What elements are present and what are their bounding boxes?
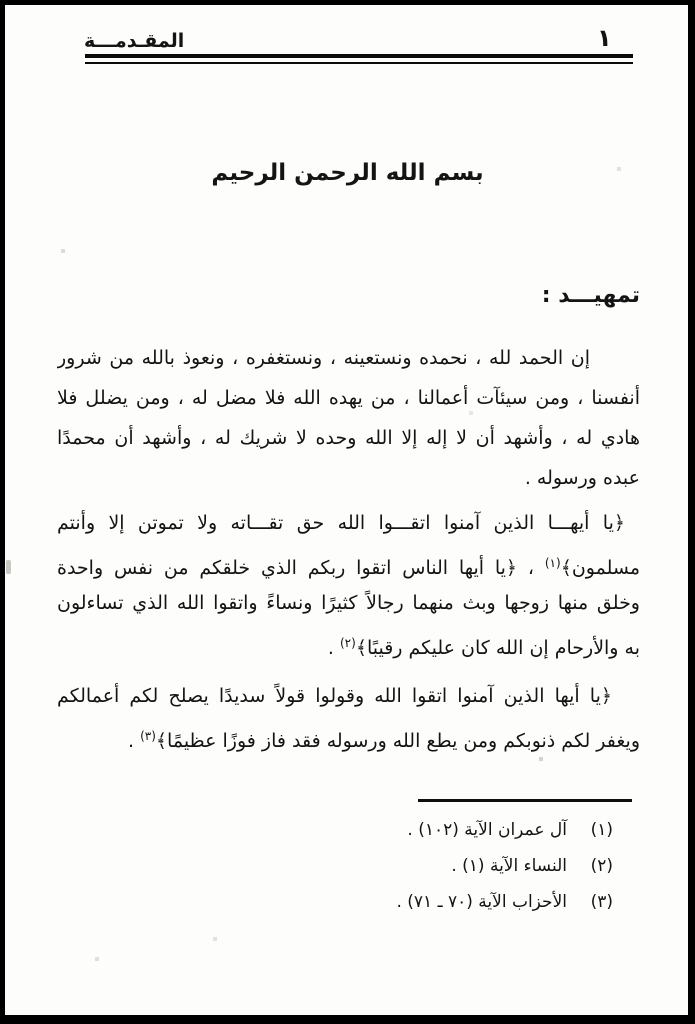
paragraph-line: عبده ورسوله . — [524, 467, 640, 489]
paragraph-quran-verses-2 — [57, 676, 640, 756]
footnote-text: آل عمران الآية (١٠٢) . — [407, 820, 567, 840]
paragraph-quran-verses-1 — [57, 503, 640, 663]
section-heading-tamhid: تمهيـــد : — [541, 283, 640, 308]
footnote-separator-rule — [418, 799, 632, 802]
scan-border-bottom — [0, 1015, 695, 1024]
scan-noise-speckles — [0, 0, 2, 2]
footnote-item — [73, 817, 613, 844]
footnotes-block — [73, 817, 613, 925]
verse-line: ﴿يا أيها الذين آمنوا اتقوا الله وقولوا قولاً سديدًا يصلح لكم أعمالكم — [57, 685, 612, 707]
verse-line — [57, 543, 640, 583]
footnote-item — [73, 853, 613, 880]
verse-line — [57, 716, 640, 756]
verse-line — [57, 623, 640, 663]
footnote-ref-2: (٢) — [339, 636, 356, 650]
verse-line: وخلق منها زوجها وبث منهما رجالاً كثيرًا ونساءً واتقوا الله الذي تساءلون — [57, 592, 640, 614]
footnote-item — [73, 889, 613, 916]
verse-text: ، ﴿يا أيها الناس اتقوا ربكم الذي خلقكم من نفس واحدة — [57, 557, 545, 579]
footnote-number: (٢) — [590, 856, 613, 876]
paragraph-line: أنفسنا ، ومن سيئآت أعمالنا ، من يهده الله فلا مضل له ، ومن يضلل فلا — [57, 387, 640, 409]
verse-line: ﴿يا أيهـــا الذين آمنوا اتقـــوا الله حق تقـــاته ولا تموتن إلا وأنتم — [57, 512, 625, 534]
scan-border-top — [0, 0, 695, 5]
footnote-text: النساء الآية (١) . — [451, 856, 567, 876]
running-header-section-title: المقـدمـــة — [84, 30, 185, 52]
scan-border-right — [688, 0, 695, 1024]
verse-text: مسلمون﴾ — [560, 557, 640, 579]
paragraph-line: إن الحمد لله ، نحمده ونستعينه ، ونستغفره ، ونعوذ بالله من شرور — [57, 347, 590, 369]
header-rule-thin — [85, 62, 633, 64]
footnote-ref-1: (١) — [544, 556, 561, 570]
footnote-text: الأحزاب الآية (٧٠ ـ ٧١) . — [396, 892, 567, 912]
footnote-number: (٣) — [590, 892, 613, 912]
verse-text: . — [128, 730, 141, 752]
verse-text: . — [327, 637, 340, 659]
paragraph-line: هادي له ، وأشهد أن لا إله إلا الله وحده لا شريك له ، وأشهد أن محمدًا — [57, 427, 640, 449]
scan-edge-smudge — [6, 560, 11, 574]
footnote-number: (١) — [590, 820, 613, 840]
verse-text: ويغفر لكم ذنوبكم ومن يطع الله ورسوله فقد فاز فوزًا عظيمًا﴾ — [155, 730, 640, 752]
paragraph-intro — [57, 338, 640, 498]
page-number: ١ — [597, 24, 612, 52]
footnote-ref-3: (٣) — [140, 729, 156, 743]
verse-text: به والأرحام إن الله كان عليكم رقيبًا﴾ — [355, 637, 640, 659]
basmala-title: بسم الله الرحمن الرحيم — [211, 160, 484, 186]
scan-border-left — [0, 0, 5, 1024]
header-rule-thick — [85, 54, 633, 58]
